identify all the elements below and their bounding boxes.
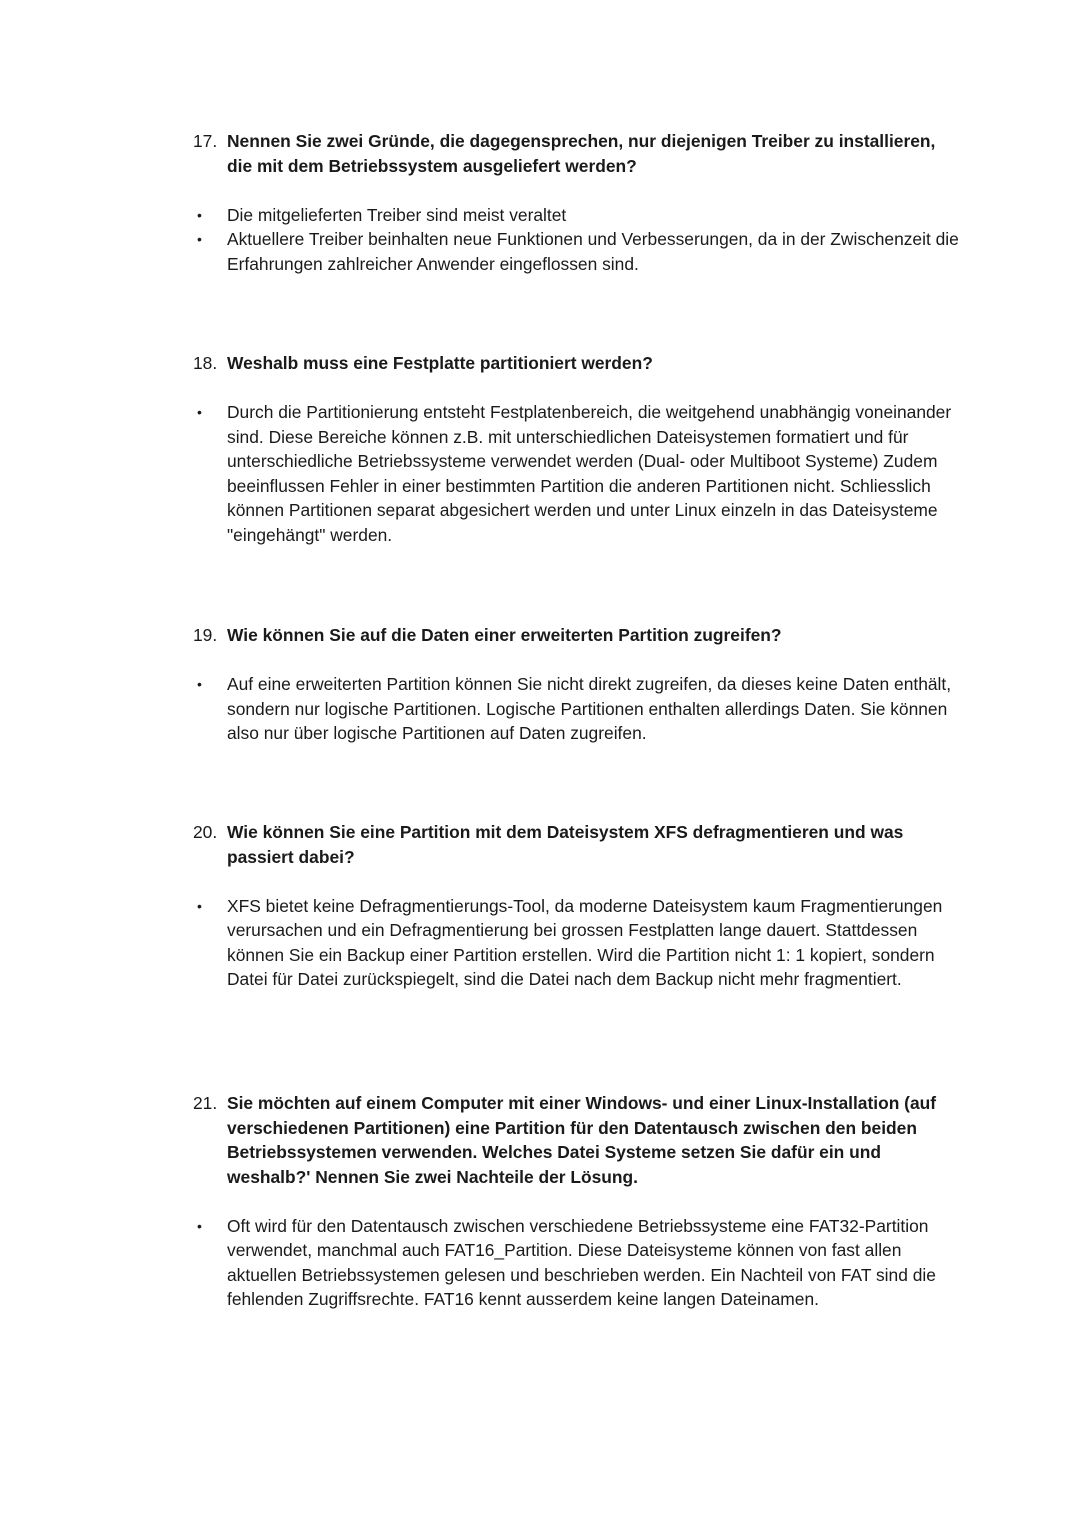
answer-item xyxy=(0,1214,1080,1312)
question-number: 19. xyxy=(193,625,218,645)
question-block-20 xyxy=(0,820,1080,992)
answer-text: Auf eine erweiterten Partition können Sie nicht direkt zugreifen, da dieses keine Daten enthält, sondern nur logische Partitionen. Logische Partitionen enthalten allerdings Daten. Sie können also nur über logische Partitionen auf Daten zugreifen. xyxy=(227,674,952,743)
question-number: 17. xyxy=(193,131,218,151)
answer-item xyxy=(0,400,1080,547)
question-number: 18. xyxy=(193,353,218,373)
question xyxy=(0,623,1080,648)
answer-list xyxy=(0,894,1080,992)
bullet-icon: • xyxy=(197,676,202,692)
answer-text: Oft wird für den Datentausch zwischen verschiedene Betriebssysteme eine FAT32-Partition verwendet, manchmal auch FAT16_Partition. Diese Dateisysteme können von fast allen aktuellen Betriebssystemen gelesen und beschrieben werden. Ein Nachteil von FAT sind die fehlenden Zugriffsrechte. FAT16 kennt ausserdem keine langen Dateinamen. xyxy=(227,1215,936,1309)
bullet-icon: • xyxy=(197,231,202,247)
question xyxy=(0,129,1080,178)
answer-item xyxy=(0,672,1080,746)
question-text: Sie möchten auf einem Computer mit einer Windows- und einer Linux-Installation (auf verschiedenen Partitionen) eine Partition für den Datentausch zwischen den beiden Betriebssystemen verwenden. Welches Datei Systeme setzen Sie dafür ein und weshalb?' Nennen Sie zwei Nachteile der Lösung. xyxy=(227,1093,937,1187)
question-block-21 xyxy=(0,1091,1080,1312)
question-text: Wie können Sie auf die Daten einer erweiterten Partition zugreifen? xyxy=(227,625,782,645)
answer-list xyxy=(0,203,1080,277)
question-block-17 xyxy=(0,129,1080,276)
question-text: Nennen Sie zwei Gründe, die dagegensprechen, nur diejenigen Treiber zu installieren, die mit dem Betriebssystem ausgeliefert werden? xyxy=(227,131,936,176)
question-text: Wie können Sie eine Partition mit dem Dateisystem XFS defragmentieren und was passiert dabei? xyxy=(227,822,904,867)
answer-text: XFS bietet keine Defragmentierungs-Tool, da moderne Dateisystem kaum Fragmentierungen verursachen und ein Defragmentierung bei grossen Festplatten lange dauert. Stattdessen können Sie ein Backup einer Partition erstellen. Wird die Partition nicht 1: 1 kopiert, sondern Datei für Datei zurückspiegelt, sind die Datei nach dem Backup nicht mehr fragmentiert. xyxy=(227,895,943,989)
question-text: Weshalb muss eine Festplatte partitioniert werden? xyxy=(227,353,653,373)
bullet-icon: • xyxy=(197,404,202,420)
answer-item xyxy=(0,227,1080,276)
answer-text: Durch die Partitionierung entsteht Festplatenbereich, die weitgehend unabhängig voneinander sind. Diese Bereiche können z.B. mit unterschiedlichen Dateisystemen formatiert und für unterschiedliche Betriebssysteme verwendet werden (Dual- oder Multiboot Systeme) Zudem beeinflussen Fehler in einer bestimmten Partition die anderen Partitionen nicht. Schliesslich können Partitionen separat abgesichert werden und unter Linux einzeln in das Dateisysteme "eingehängt" werden. xyxy=(227,402,952,545)
question-block-19 xyxy=(0,623,1080,746)
question xyxy=(0,820,1080,869)
question-number: 21. xyxy=(193,1093,218,1113)
bullet-icon: • xyxy=(197,206,202,223)
question-number: 20. xyxy=(193,822,218,842)
question xyxy=(0,351,1080,376)
answer-text: Aktuellere Treiber beinhalten neue Funktionen und Verbesserungen, da in der Zwischenzeit die Erfahrungen zahlreicher Anwender eingeflossen sind. xyxy=(227,229,959,274)
answer-list xyxy=(0,400,1080,547)
question xyxy=(0,1091,1080,1189)
bullet-icon: • xyxy=(197,1217,202,1234)
question-block-18 xyxy=(0,351,1080,547)
answer-item xyxy=(0,203,1080,228)
answer-list xyxy=(0,672,1080,746)
bullet-icon: • xyxy=(197,897,202,914)
answer-item xyxy=(0,894,1080,992)
answer-list xyxy=(0,1214,1080,1312)
answer-text: Die mitgelieferten Treiber sind meist veraltet xyxy=(227,204,567,225)
